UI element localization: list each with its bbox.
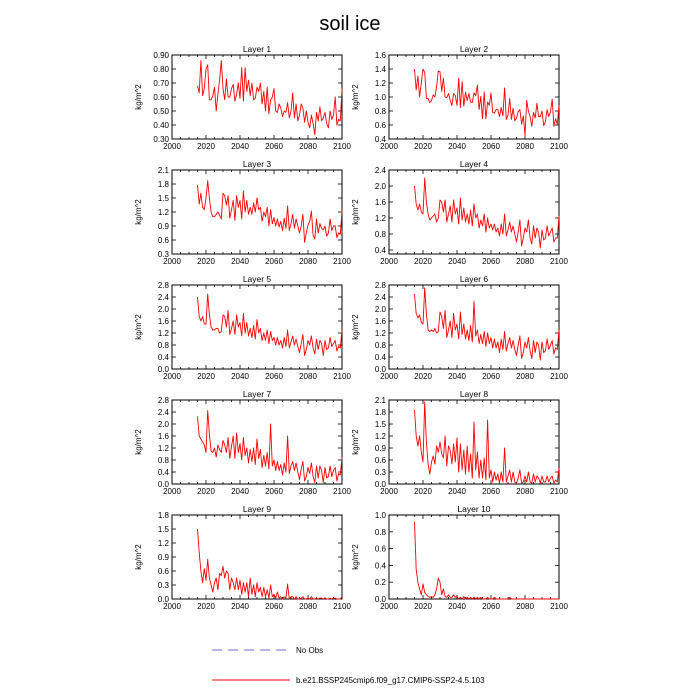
y-tick-label: 0.90 [153, 51, 169, 60]
y-tick-label: 1.2 [374, 432, 386, 441]
x-tick-label: 2000 [380, 142, 398, 151]
y-axis-label: kg/m^2 [134, 199, 143, 225]
y-tick-label: 2.1 [157, 166, 169, 175]
x-tick-label: 2080 [299, 257, 317, 266]
x-tick-label: 2060 [265, 257, 283, 266]
x-tick-label: 2000 [163, 602, 181, 611]
y-tick-label: 1.6 [157, 317, 169, 326]
y-tick-label: 0.9 [157, 553, 169, 562]
x-tick-label: 2020 [197, 372, 215, 381]
y-tick-label: 2.4 [157, 408, 169, 417]
y-axis-label: kg/m^2 [351, 84, 360, 110]
x-tick-label: 2020 [197, 142, 215, 151]
x-tick-label: 2040 [448, 602, 466, 611]
y-tick-label: 0.50 [153, 107, 169, 116]
y-tick-label: 1.0 [374, 511, 386, 520]
y-tick-label: 1.0 [374, 93, 386, 102]
panel-title: Layer 5 [242, 274, 272, 284]
y-tick-label: 2.1 [374, 396, 386, 405]
y-axis-label: kg/m^2 [134, 544, 143, 570]
panel-title: Layer 7 [242, 389, 272, 399]
y-tick-label: 1.2 [374, 79, 386, 88]
y-tick-label: 2.8 [157, 396, 169, 405]
x-tick-label: 2060 [482, 257, 500, 266]
y-tick-label: 2.8 [157, 281, 169, 290]
panel-title: Layer 3 [242, 159, 272, 169]
x-tick-label: 2040 [231, 257, 249, 266]
y-tick-label: 1.6 [374, 317, 386, 326]
y-tick-label: 0.80 [153, 65, 169, 74]
x-tick-label: 2020 [197, 602, 215, 611]
x-tick-label: 2060 [482, 487, 500, 496]
y-tick-label: 0.6 [374, 456, 386, 465]
y-tick-label: 0.4 [374, 135, 386, 144]
x-tick-label: 2060 [482, 142, 500, 151]
y-tick-label: 0.2 [374, 578, 386, 588]
y-tick-label: 2.4 [157, 293, 169, 302]
y-tick-label: 1.2 [374, 329, 386, 338]
y-tick-label: 1.6 [374, 51, 386, 60]
panel-title: Layer 4 [459, 159, 489, 169]
x-tick-label: 2100 [550, 142, 568, 151]
y-tick-label: 0.4 [157, 353, 169, 362]
y-tick-label: 0.4 [374, 353, 386, 362]
y-tick-label: 2.0 [157, 420, 169, 429]
y-tick-label: 0.0 [157, 480, 169, 489]
x-tick-label: 2040 [448, 372, 466, 381]
x-tick-label: 2060 [482, 372, 500, 381]
figure-title: soil ice [319, 13, 381, 35]
y-tick-label: 0.8 [157, 456, 169, 465]
x-tick-label: 2080 [516, 487, 534, 496]
x-tick-label: 2000 [163, 372, 181, 381]
y-tick-label: 0.4 [157, 468, 169, 477]
panel-title: Layer 8 [459, 389, 489, 399]
panel-title: Layer 6 [459, 274, 489, 284]
panel-title: Layer 1 [242, 44, 272, 54]
y-tick-label: 1.4 [374, 65, 386, 74]
x-tick-label: 2100 [550, 602, 568, 611]
x-tick-label: 2020 [414, 257, 432, 266]
x-tick-label: 2080 [299, 602, 317, 611]
x-tick-label: 2000 [380, 372, 398, 381]
y-tick-label: 0.6 [157, 236, 169, 245]
x-tick-label: 2000 [163, 257, 181, 266]
x-tick-label: 2060 [265, 142, 283, 151]
y-tick-label: 0.70 [153, 79, 169, 88]
y-tick-label: 0.8 [374, 341, 386, 350]
y-tick-label: 2.4 [374, 293, 386, 302]
x-tick-label: 2020 [414, 487, 432, 496]
x-tick-label: 2040 [448, 487, 466, 496]
x-tick-label: 2080 [299, 142, 317, 151]
y-tick-label: 1.6 [374, 198, 386, 207]
x-tick-label: 2040 [231, 372, 249, 381]
y-axis-label: kg/m^2 [134, 429, 143, 455]
y-tick-label: 1.5 [374, 420, 386, 429]
y-tick-label: 0.8 [374, 230, 386, 239]
y-tick-label: 1.8 [157, 180, 169, 189]
y-axis-label: kg/m^2 [351, 199, 360, 225]
x-tick-label: 2080 [299, 372, 317, 381]
x-tick-label: 2060 [265, 602, 283, 611]
y-axis-label: kg/m^2 [134, 314, 143, 340]
x-tick-label: 2060 [482, 602, 500, 611]
x-tick-label: 2040 [231, 602, 249, 611]
x-tick-label: 2020 [414, 372, 432, 381]
y-tick-label: 0.0 [157, 595, 169, 604]
x-tick-label: 2080 [516, 602, 534, 611]
y-tick-label: 1.2 [157, 444, 169, 453]
y-tick-label: 0.0 [157, 365, 169, 374]
x-tick-label: 2100 [550, 487, 568, 496]
x-tick-label: 2080 [516, 372, 534, 381]
x-tick-label: 2020 [197, 487, 215, 496]
y-tick-label: 1.2 [157, 539, 169, 548]
y-tick-label: 0.3 [157, 581, 169, 590]
y-tick-label: 1.2 [157, 208, 169, 217]
y-tick-label: 0.40 [153, 121, 169, 130]
y-axis-label: kg/m^2 [351, 429, 360, 455]
x-tick-label: 2000 [163, 487, 181, 496]
y-tick-label: 0.0 [374, 480, 386, 489]
y-tick-label: 0.9 [374, 444, 386, 453]
x-tick-label: 2020 [414, 142, 432, 151]
y-tick-label: 0.6 [374, 544, 386, 554]
y-tick-label: 1.2 [157, 329, 169, 338]
y-tick-label: 0.9 [157, 222, 169, 231]
y-tick-label: 0.60 [153, 93, 169, 102]
y-tick-label: 0.8 [374, 527, 386, 537]
y-tick-label: 1.5 [157, 194, 169, 203]
y-tick-label: 0.30 [153, 135, 169, 144]
y-tick-label: 2.0 [374, 182, 386, 191]
y-tick-label: 2.8 [374, 281, 386, 290]
y-axis-label: kg/m^2 [351, 314, 360, 340]
y-tick-label: 0.0 [374, 595, 386, 604]
x-tick-label: 2040 [448, 257, 466, 266]
x-tick-label: 2100 [333, 487, 351, 496]
y-tick-label: 0.4 [374, 561, 386, 571]
y-axis-label: kg/m^2 [351, 544, 360, 570]
x-tick-label: 2100 [550, 372, 568, 381]
y-tick-label: 0.3 [374, 468, 386, 477]
x-tick-label: 2080 [299, 487, 317, 496]
x-tick-label: 2060 [265, 372, 283, 381]
legend-obs-label: No Obs [296, 646, 324, 655]
x-tick-label: 2100 [333, 372, 351, 381]
y-tick-label: 1.6 [157, 432, 169, 441]
y-tick-label: 1.8 [374, 408, 386, 417]
panel-title: Layer 2 [459, 44, 489, 54]
y-tick-label: 2.0 [157, 305, 169, 314]
x-tick-label: 2080 [516, 142, 534, 151]
x-tick-label: 2060 [265, 487, 283, 496]
x-tick-label: 2100 [333, 602, 351, 611]
x-tick-label: 2000 [380, 487, 398, 496]
y-tick-label: 2.0 [374, 305, 386, 314]
y-tick-label: 0.6 [157, 567, 169, 576]
x-tick-label: 2000 [380, 602, 398, 611]
x-tick-label: 2000 [380, 257, 398, 266]
x-tick-label: 2100 [333, 257, 351, 266]
x-tick-label: 2040 [448, 142, 466, 151]
y-tick-label: 0.6 [374, 121, 386, 130]
panel-title: Layer 9 [242, 504, 272, 514]
panel-title: Layer 10 [457, 504, 491, 514]
y-axis-label: kg/m^2 [134, 84, 143, 110]
y-tick-label: 0.8 [157, 341, 169, 350]
y-tick-label: 0.0 [374, 365, 386, 374]
y-tick-label: 0.3 [157, 250, 169, 259]
y-tick-label: 1.5 [157, 525, 169, 534]
y-tick-label: 2.4 [374, 166, 386, 175]
x-tick-label: 2020 [414, 602, 432, 611]
x-tick-label: 2000 [163, 142, 181, 151]
legend-model-label: b.e21.BSSP245cmip6.f09_g17.CMIP6-SSP2-4.5.103 [296, 676, 485, 685]
y-tick-label: 0.4 [374, 246, 386, 255]
y-tick-label: 0.8 [374, 107, 386, 116]
x-tick-label: 2040 [231, 487, 249, 496]
y-tick-label: 1.2 [374, 214, 386, 223]
x-tick-label: 2100 [550, 257, 568, 266]
x-tick-label: 2040 [231, 142, 249, 151]
x-tick-label: 2080 [516, 257, 534, 266]
x-tick-label: 2100 [333, 142, 351, 151]
y-tick-label: 1.8 [157, 511, 169, 520]
x-tick-label: 2020 [197, 257, 215, 266]
